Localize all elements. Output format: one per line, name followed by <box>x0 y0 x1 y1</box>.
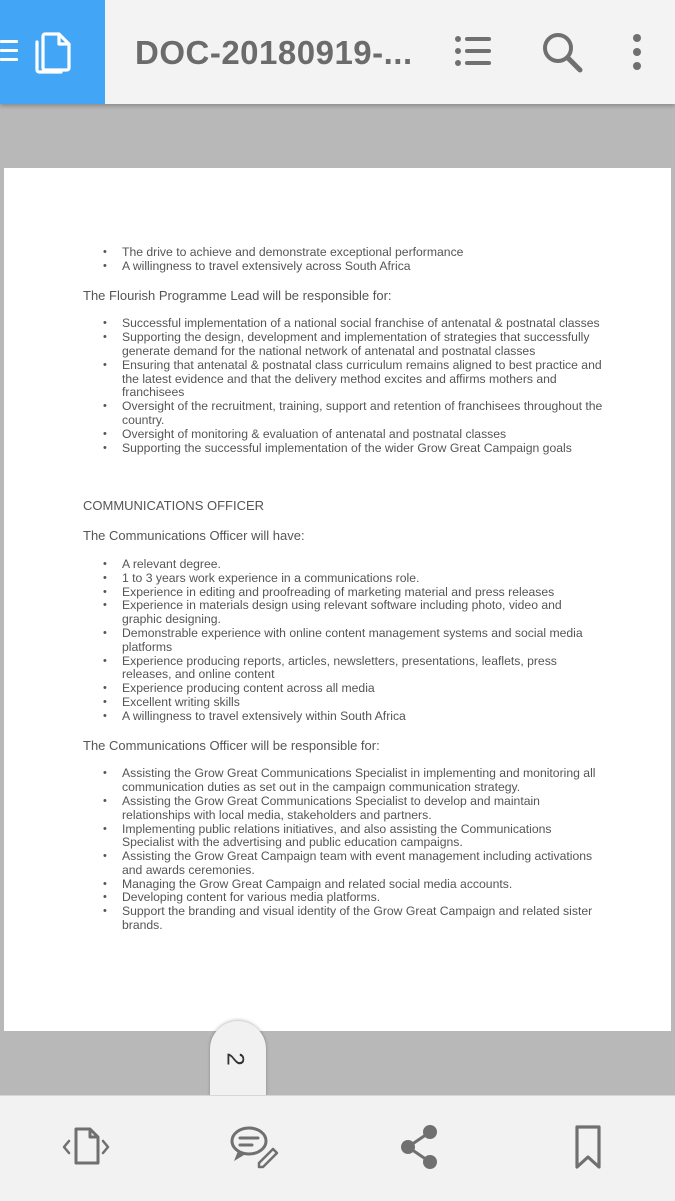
document-icon <box>33 30 73 79</box>
list-item: • Experience producing reports, articles, newsletters, presentations, leaflets, press releases, and online content <box>122 655 603 683</box>
list-item: • Managing the Grow Great Campaign and related social media accounts. <box>122 878 603 892</box>
menu-icon <box>0 40 18 62</box>
list-item: • A willingness to travel extensively across South Africa <box>122 260 603 274</box>
list-icon[interactable] <box>452 30 494 77</box>
more-vert-icon[interactable] <box>628 30 646 79</box>
list-item: • Assisting the Grow Great Campaign team with event management including activations and awards ceremonies. <box>122 850 603 878</box>
list-item: • A relevant degree. <box>122 558 603 572</box>
list-item: • Implementing public relations initiatives, and also assisting the Communications Specialist with the advertising and public education campaigns. <box>122 823 603 851</box>
drawer-button[interactable] <box>0 0 105 104</box>
bottom-toolbar <box>0 1095 675 1201</box>
list-item: • Support the branding and visual identity of the Grow Great Campaign and related sister brands. <box>122 905 603 933</box>
list-item: • Experience in materials design using relevant software including photo, video and graphic designing. <box>122 599 603 627</box>
document-title: DOC-20180919-... <box>135 34 413 71</box>
list-item: • Demonstrable experience with online content management systems and social media platforms <box>122 627 603 655</box>
bullet-list-4 <box>83 767 603 933</box>
page-number: 2 <box>221 1052 249 1066</box>
document-page[interactable] <box>4 168 671 1031</box>
list-item: • Experience in editing and proofreading of marketing material and press releases <box>122 586 603 600</box>
bookmark-icon[interactable] <box>573 1123 603 1176</box>
list-item: • Oversight of monitoring & evaluation of antenatal and postnatal classes <box>122 428 603 442</box>
list-item: • Oversight of the recruitment, training, support and retention of franchisees throughout the country. <box>122 400 603 428</box>
list-item: • Successful implementation of a national social franchise of antenatal & postnatal classes <box>122 317 603 331</box>
share-icon[interactable] <box>398 1123 442 1176</box>
list-item: • Supporting the successful implementation of the wider Grow Great Campaign goals <box>122 442 603 456</box>
section-heading: COMMUNICATIONS OFFICER <box>83 498 265 514</box>
list-item: • Ensuring that antenatal & postnatal class curriculum remains aligned to best practice and the latest evidence and that the delivery method excites and affirms mothers and franchisees <box>122 359 603 400</box>
list-item: • Supporting the design, development and implementation of strategies that successfully generate demand for the national network of antenatal and postnatal classes <box>122 331 603 359</box>
paragraph: The Communications Officer will be responsible for: <box>83 737 380 753</box>
bullet-list-1 <box>83 246 603 274</box>
list-item: • Excellent writing skills <box>122 696 603 710</box>
comment-edit-icon[interactable] <box>229 1123 279 1176</box>
bullet-list-2 <box>83 317 603 455</box>
list-item: • A willingness to travel extensively within South Africa <box>122 710 603 724</box>
list-item: • 1 to 3 years work experience in a communications role. <box>122 572 603 586</box>
page-indicator[interactable] <box>210 1021 266 1101</box>
paragraph: The Communications Officer will have: <box>83 528 305 544</box>
list-item: • Developing content for various media platforms. <box>122 891 603 905</box>
paragraph: The Flourish Programme Lead will be responsible for: <box>83 287 392 303</box>
list-item: • Experience producing content across all media <box>122 682 603 696</box>
list-item: • The drive to achieve and demonstrate exceptional performance <box>122 246 603 260</box>
bullet-list-3 <box>83 558 603 724</box>
search-icon[interactable] <box>540 30 584 79</box>
document-content <box>83 246 603 933</box>
list-item: • Assisting the Grow Great Communications Specialist to develop and maintain relationships with local media, stakeholders and partners. <box>122 795 603 823</box>
top-toolbar <box>0 0 675 104</box>
page-nav-icon[interactable] <box>62 1123 110 1176</box>
list-item: • Assisting the Grow Great Communications Specialist in implementing and monitoring all communication duties as set out in the campaign communication strategy. <box>122 767 603 795</box>
